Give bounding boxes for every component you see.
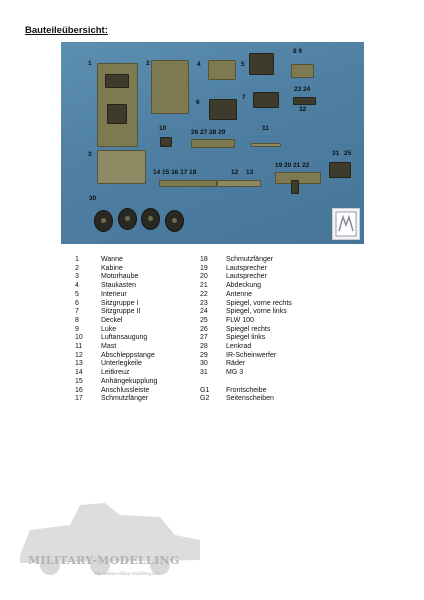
legend-label: Staukasten <box>101 282 137 290</box>
legend-number: 21 <box>200 282 208 290</box>
part-number-label: 7 <box>242 94 246 101</box>
legend-row <box>75 360 157 369</box>
legend-label: Interieur <box>101 290 127 298</box>
legend-label: Motorhaube <box>101 273 139 281</box>
part-number-label: 3 <box>88 151 92 158</box>
legend-row <box>75 317 157 326</box>
legend-label: Spiegel, vorne rechts <box>226 299 292 307</box>
legend-label: Lenkrad <box>226 343 252 351</box>
part-number-label: 30 <box>89 195 97 202</box>
legend-row <box>75 343 157 352</box>
legend-row <box>75 334 157 343</box>
legend-number: 23 <box>200 299 208 307</box>
part-number-label: 23 24 <box>294 86 311 93</box>
legend-row <box>200 326 292 335</box>
part-number-label: 19 20 21 22 <box>275 162 310 169</box>
part-mirrors <box>293 97 316 105</box>
legend-label: Frontscheibe <box>226 386 267 394</box>
legend-row <box>75 378 157 387</box>
part-mast <box>251 143 281 147</box>
legend-label: MG 3 <box>226 369 244 377</box>
part-bonnet <box>97 150 146 184</box>
part-cabin <box>151 60 189 114</box>
legend-label: Schmutzfänger <box>101 395 149 403</box>
part-seat-group-1 <box>209 99 237 120</box>
legend-number: G1 <box>200 386 210 394</box>
part-hull-detail <box>105 74 129 88</box>
legend-row <box>75 273 157 282</box>
legend-row <box>200 265 292 274</box>
legend-row <box>200 282 292 291</box>
part-tow-bar <box>217 180 261 187</box>
part-number-label: 2 <box>146 60 150 67</box>
part-small-parts-sprue <box>191 139 235 148</box>
legend-row <box>200 317 292 326</box>
legend-label: Spiegel, vorne links <box>226 308 287 316</box>
legend-number: 7 <box>75 308 79 316</box>
part-number-label: 12 <box>231 169 239 176</box>
watermark-title: MILITARY-MODELLING <box>28 554 180 567</box>
legend-row <box>75 300 157 309</box>
legend-number: 4 <box>75 282 79 290</box>
legend-number: 13 <box>75 360 83 368</box>
legend-number: 8 <box>75 316 79 324</box>
part-number-label: 14 15 16 17 18 <box>153 169 197 176</box>
page-title: Bauteileübersicht: <box>25 25 108 36</box>
legend-number: 2 <box>75 264 79 272</box>
legend-row <box>200 343 292 352</box>
legend-row <box>75 291 157 300</box>
legend-label: Wanne <box>101 256 123 263</box>
legend-number: 19 <box>200 264 208 272</box>
legend-number: 14 <box>75 369 83 377</box>
legend-row <box>200 395 292 404</box>
legend-row <box>200 273 292 282</box>
legend-label <box>226 378 228 387</box>
legend-row <box>200 360 292 369</box>
legend-row <box>200 300 292 309</box>
part-number-label: 5 <box>241 61 245 68</box>
legend-label: Räder <box>226 360 246 368</box>
legend-number: G2 <box>200 395 210 403</box>
legend-label: Leitkreuz <box>101 369 130 377</box>
legend-number: 12 <box>75 351 83 359</box>
legend-row <box>75 256 157 265</box>
legend-label: Unterlegkeile <box>101 360 142 368</box>
legend-label: Anhängekupplung <box>101 377 158 385</box>
legend-number: 30 <box>200 360 208 368</box>
part-mg3 <box>329 162 351 178</box>
legend-number: 27 <box>200 334 208 342</box>
legend-number: 16 <box>75 386 83 394</box>
part-speaker-post <box>291 180 299 194</box>
legend-label: Mast <box>101 343 117 351</box>
part-wheel <box>165 210 184 232</box>
part-air-intake <box>160 137 172 147</box>
legend-label: IR-Scheinwerfer <box>226 351 277 359</box>
legend-number: 3 <box>75 273 79 281</box>
legend-number: 20 <box>200 273 208 281</box>
legend-label: Antenne <box>226 290 253 298</box>
parts-photo <box>61 42 364 244</box>
part-number-label: 6 <box>196 99 200 106</box>
part-number-label: 13 <box>246 169 254 176</box>
part-small-parts-row <box>159 180 217 187</box>
legend-row <box>75 308 157 317</box>
part-wheel <box>141 208 160 230</box>
legend-row <box>75 369 157 378</box>
legend-number: 28 <box>200 343 208 351</box>
part-hull-detail <box>107 104 127 124</box>
legend-row-spacer <box>200 378 292 387</box>
legend-number <box>200 378 226 387</box>
legend-number: 22 <box>200 290 208 298</box>
legend-label: Luftansaugung <box>101 334 148 342</box>
part-number-label: 25 <box>344 150 352 157</box>
legend-row <box>200 334 292 343</box>
legend-row <box>75 265 157 274</box>
legend-label: Deckel <box>101 316 123 324</box>
legend-number: 18 <box>200 256 208 263</box>
legend-label: Schmutzfänger <box>226 256 274 263</box>
legend-number: 31 <box>200 369 208 377</box>
part-number-label: 11 <box>262 125 269 132</box>
legend-row <box>200 387 292 396</box>
part-number-label: 26 27 28 29 <box>191 129 226 136</box>
legend-row <box>75 387 157 396</box>
part-number-label: 32 <box>299 106 307 113</box>
legend-row <box>75 352 157 361</box>
legend-row <box>75 395 157 404</box>
parts-legend-right <box>200 256 292 404</box>
logo-badge-icon <box>332 208 360 240</box>
legend-number: 1 <box>75 256 79 263</box>
legend-number: 6 <box>75 299 79 307</box>
legend-label: Luke <box>101 325 117 333</box>
legend-number: 26 <box>200 325 208 333</box>
legend-label: FLW 100 <box>226 316 254 324</box>
part-wheel <box>94 210 113 232</box>
legend-number: 24 <box>200 308 208 316</box>
legend-label: Kabine <box>101 264 123 272</box>
part-number-label: 4 <box>197 61 201 68</box>
legend-label: Lautsprecher <box>226 264 267 272</box>
legend-row <box>200 256 292 265</box>
part-number-label: 10 <box>159 125 167 132</box>
legend-row <box>200 352 292 361</box>
part-storage-box <box>208 60 236 80</box>
parts-legend-left <box>75 256 157 404</box>
part-number-label: 31 <box>332 150 340 157</box>
legend-label: Spiegel rechts <box>226 325 271 333</box>
legend-row <box>75 326 157 335</box>
part-number-label: 8 9 <box>293 48 303 55</box>
legend-row <box>200 291 292 300</box>
legend-row <box>200 369 292 378</box>
legend-number: 9 <box>75 325 79 333</box>
legend-label: Anschlussleiste <box>101 386 150 394</box>
watermark-url: http://www.military-modelling.info <box>94 571 160 576</box>
legend-label: Abdeckung <box>226 282 262 290</box>
legend-number: 5 <box>75 290 79 298</box>
legend-number: 11 <box>75 343 83 351</box>
legend-number: 29 <box>200 351 208 359</box>
legend-label: Sitzgruppe II <box>101 308 141 316</box>
part-wheel <box>118 208 137 230</box>
legend-label: Sitzgruppe I <box>101 299 139 307</box>
legend-row <box>200 308 292 317</box>
legend-label: Spiegel links <box>226 334 266 342</box>
legend-number: 10 <box>75 334 83 342</box>
part-number-label: 1 <box>88 60 92 67</box>
part-lid-hatch <box>291 64 314 78</box>
legend-row <box>75 282 157 291</box>
legend-number: 17 <box>75 395 83 403</box>
legend-label: Seitenscheiben <box>226 395 274 403</box>
part-seat-group-2 <box>253 92 279 108</box>
part-interior <box>249 53 274 75</box>
legend-label: Lautsprecher <box>226 273 267 281</box>
legend-label: Abschleppstange <box>101 351 155 359</box>
legend-number: 15 <box>75 377 83 385</box>
legend-number: 25 <box>200 316 208 324</box>
